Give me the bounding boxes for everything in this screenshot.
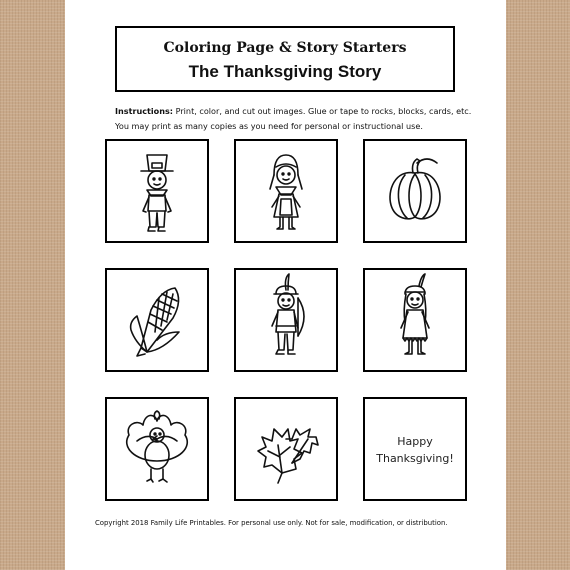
page-title: The Thanksgiving Story: [188, 62, 382, 81]
turkey-icon: [107, 399, 207, 499]
instructions-text: Print, color, and cut out images. Glue or tape to rocks, blocks, cards, etc. You may print as many copies as you need for personal or instructional use.: [115, 106, 472, 131]
native-boy-icon: [236, 270, 336, 370]
card-native-boy: [234, 268, 338, 372]
happy-text-line1: Happy: [397, 435, 433, 448]
native-girl-icon: [365, 270, 465, 370]
title-box: [115, 26, 455, 92]
card-native-girl: [363, 268, 467, 372]
card-corn: [105, 268, 209, 372]
happy-thanksgiving-text: [365, 433, 465, 467]
leaves-icon: [236, 399, 336, 499]
page-subtitle: Coloring Page & Story Starters: [163, 40, 407, 56]
card-leaves: [234, 397, 338, 501]
happy-text-line2: Thanksgiving!: [376, 452, 454, 465]
instructions: [115, 104, 475, 134]
copyright-footer: Copyright 2018 Family Life Printables. For personal use only. Not for sale, modification, or distribution.: [95, 519, 448, 527]
card-pilgrim-girl: [234, 139, 338, 243]
card-happy-thanksgiving: [363, 397, 467, 501]
card-pilgrim-boy: [105, 139, 209, 243]
pilgrim-boy-icon: [107, 141, 207, 241]
instructions-label: Instructions:: [115, 106, 174, 116]
pilgrim-girl-icon: [236, 141, 336, 241]
pumpkin-icon: [365, 141, 465, 241]
card-turkey: [105, 397, 209, 501]
card-pumpkin: [363, 139, 467, 243]
coloring-page: [65, 0, 506, 570]
corn-icon: [107, 270, 207, 370]
